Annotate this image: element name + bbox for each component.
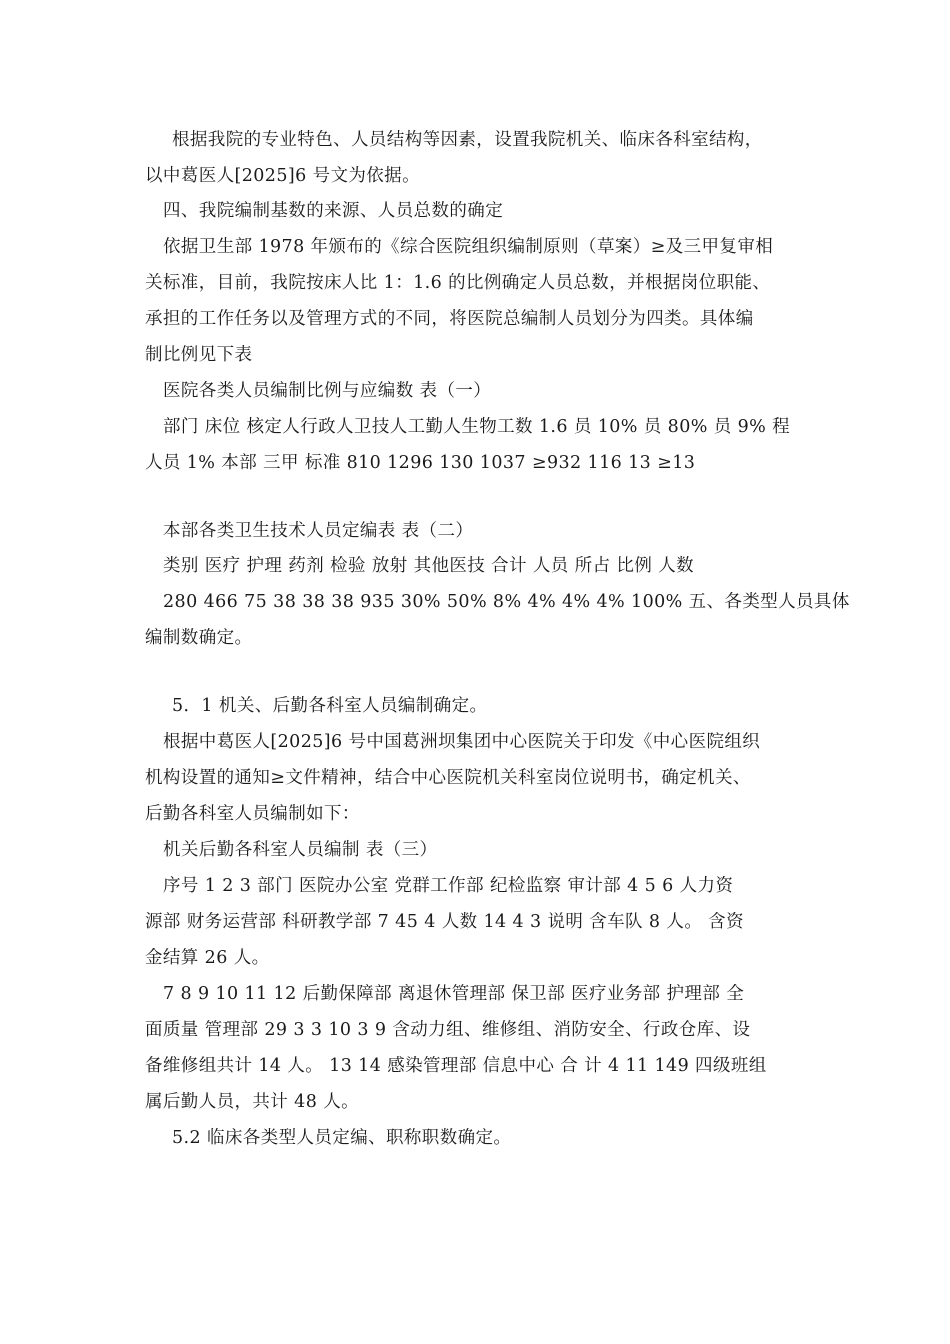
table-2-caption: 本部各类卫生技术人员定编表 表（二）	[163, 521, 474, 541]
paragraph-line-1: 根据我院的专业特色、人员结构等因素，设置我院机关、临床各科室结构，	[172, 130, 763, 150]
paragraph-line-9: 机构设置的通知≥文件精神，结合中心医院机关科室岗位说明书，确定机关、	[145, 768, 751, 788]
paragraph-line-7: 编制数确定。	[145, 628, 253, 648]
table-3-row-3: 金结算 26 人。	[145, 948, 270, 968]
table-1-row-1: 部门 床位 核定人行政人卫技人工勤人生物工数 1.6 员 10% 员 80% 员 9% 程	[163, 417, 791, 437]
table-1-row-2: 人员 1% 本部 三甲 标准 810 1296 130 1037 ≥932 116 13 ≥13	[145, 453, 696, 473]
paragraph-line-6: 制比例见下表	[145, 345, 253, 365]
table-3-row-4: 7 8 9 10 11 12 后勤保障部 离退休管理部 保卫部 医疗业务部 护理部 全	[163, 984, 745, 1004]
paragraph-line-2: 以中葛医人[2025]6 号文为依据。	[145, 166, 420, 186]
table-3-row-6: 备维修组共计 14 人。 13 14 感染管理部 信息中心 合 计 4 11 149 四级班组	[145, 1056, 767, 1076]
section-heading-5-1: 5．1 机关、后勤各科室人员编制确定。	[172, 696, 488, 716]
table-3-row-5: 面质量 管理部 29 3 3 10 3 9 含动力组、维修组、消防安全、行政仓库、设	[145, 1020, 751, 1040]
paragraph-line-3: 依据卫生部 1978 年颁布的《综合医院组织编制原则（草案）≥及三甲复审相	[163, 237, 774, 257]
table-3-row-7: 属后勤人员，共计 48 人。	[145, 1092, 359, 1112]
section-heading-4: 四、我院编制基数的来源、人员总数的确定	[163, 201, 504, 221]
section-heading-5-2: 5.2 临床各类型人员定编、职称职数确定。	[172, 1128, 512, 1148]
table-3-caption: 机关后勤各科室人员编制 表（三）	[163, 840, 438, 860]
table-3-row-2: 源部 财务运营部 科研教学部 7 45 4 人数 14 4 3 说明 含车队 8 人。 含资	[145, 912, 744, 932]
table-2-row-2: 280 466 75 38 38 38 935 30% 50% 8% 4% 4% 4% 100% 五、各类型人员具体	[163, 592, 850, 612]
paragraph-line-10: 后勤各科室人员编制如下：	[145, 804, 360, 824]
paragraph-line-5: 承担的工作任务以及管理方式的不同，将医院总编制人员划分为四类。具体编	[145, 309, 754, 329]
table-3-row-1: 序号 1 2 3 部门 医院办公室 党群工作部 纪检监察 审计部 4 5 6 人力资	[163, 876, 734, 896]
paragraph-line-4: 关标准，目前，我院按床人比 1：1.6 的比例确定人员总数，并根据岗位职能、	[145, 273, 771, 293]
table-1-caption: 医院各类人员编制比例与应编数 表（一）	[163, 381, 492, 401]
table-2-row-1: 类别 医疗 护理 药剂 检验 放射 其他医技 合计 人员 所占 比例 人数	[163, 556, 694, 576]
paragraph-line-8: 根据中葛医人[2025]6 号中国葛洲坝集团中心医院关于印发《中心医院组织	[163, 732, 761, 752]
